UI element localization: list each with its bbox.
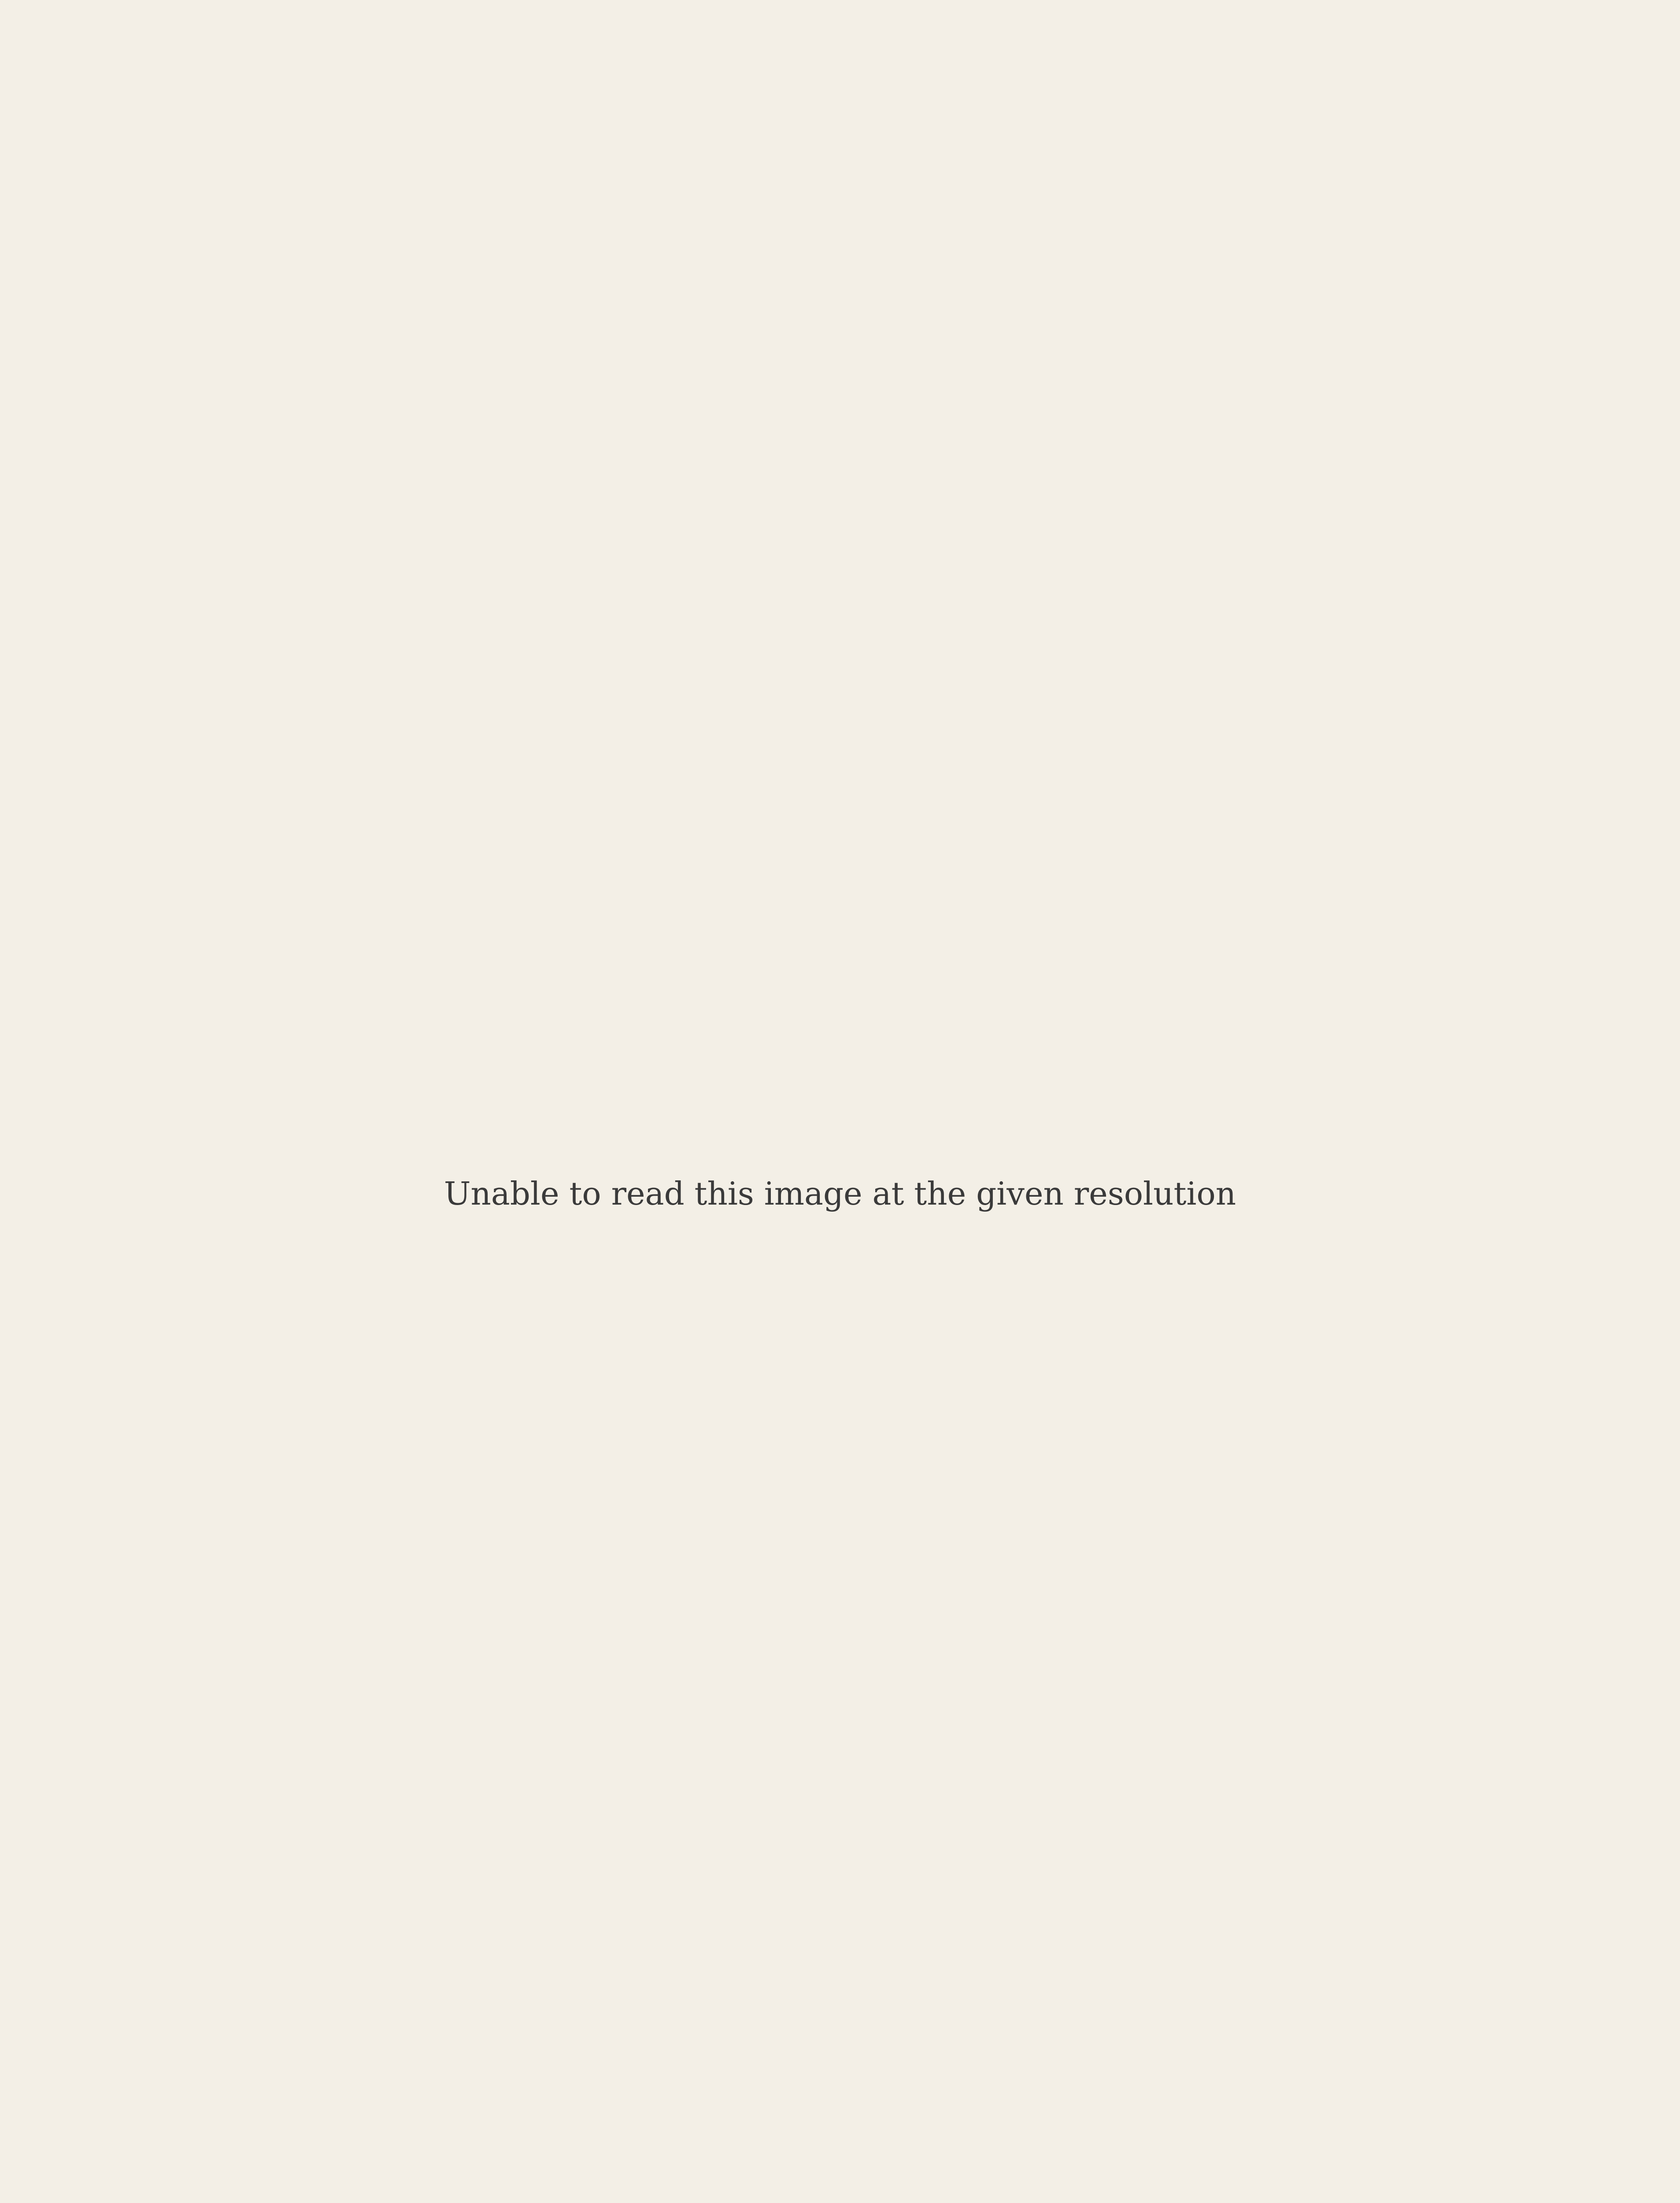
placeholder-message: Unable to read this image at the given resolution <box>444 1175 1236 1212</box>
